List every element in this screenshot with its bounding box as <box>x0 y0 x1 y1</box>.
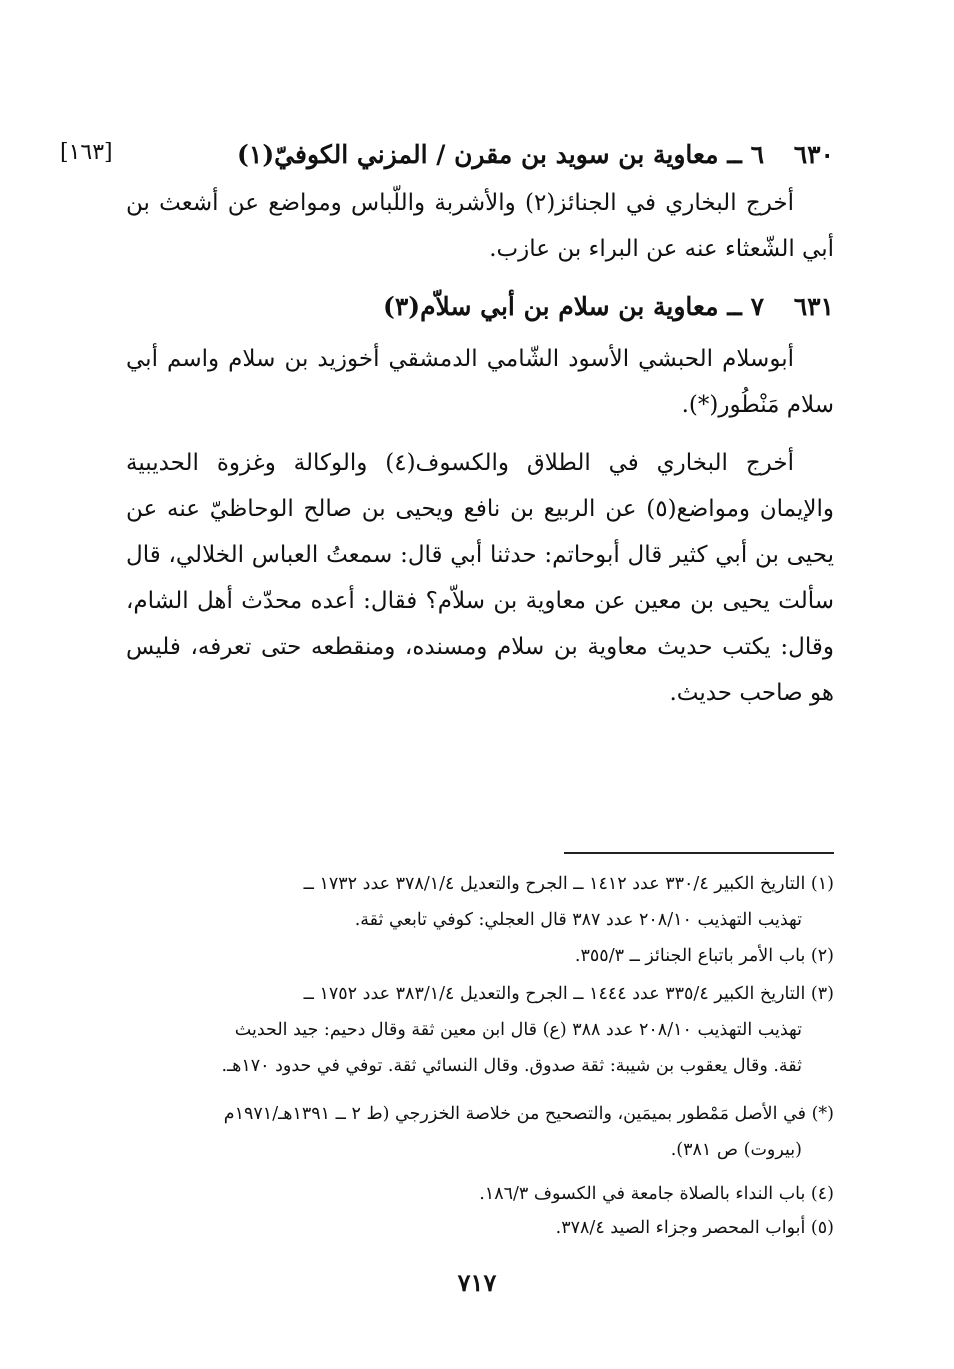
footnote-line: (*) في الأصل مَمْطور بميمَين، والتصحيح من خلاصة الخزرجي (ط ٢ ــ ١٣٩١هـ/١٩٧١م <box>223 1104 834 1124</box>
footnote-2 <box>124 938 834 974</box>
footnote-line: (بيروت) ص ٣٨١). <box>670 1140 802 1160</box>
footnote-line: ثقة. وقال يعقوب بن شيبة: ثقة صدوق. وقال النسائي ثقة. توفي في حدود ١٧٠هـ. <box>221 1056 802 1076</box>
entry-paragraph: أخرج البخاري في الطلاق والكسوف(٤) والوكالة وغزوة الحديبية والإيمان ومواضع(٥) عن الربيع بن نافع ويحيى بن صالح الوحاظيّ عنه عن يحيى بن أبي كثير قال أبوحاتم: حدثنا أبي قال: سمعتُ العباس الخلالي، قال سألت يحيى بن معين عن معاوية بن سلاّم؟ فقال: أعده محدّث أهل الشام، وقال: يكتب حديث معاوية بن سلام ومسنده، ومنقطعه حتى تعرفه، فليس هو صاحب حديث. <box>126 450 834 706</box>
footnote-4 <box>124 1176 834 1212</box>
footnote-line: تهذيب التهذيب ٢٠٨/١٠ عدد ٣٨٧ قال العجلي: كوفي تابعي ثقة. <box>354 910 802 930</box>
footnote-line: (٢) باب الأمر باتباع الجنائز ــ ٣٥٥/٣. <box>574 946 834 966</box>
footnote-line: (٥) أبواب المحصر وجزاء الصيد ٣٧٨/٤. <box>555 1218 834 1238</box>
page-number: ٧١٧ <box>457 1268 497 1297</box>
footnote-star <box>124 1096 834 1168</box>
entry-number: ٦٣١ <box>793 292 834 321</box>
footnote-5 <box>124 1210 834 1246</box>
footnote-divider <box>564 852 834 854</box>
entry-title: ٦ ــ معاوية بن سويد بن مقرن / المزني الكوفيّ(١) <box>237 140 764 169</box>
entry-heading-630 <box>124 140 834 169</box>
footnote-1 <box>124 866 834 938</box>
footnote-line: (٣) التاريخ الكبير ٣٣٥/٤ عدد ١٤٤٤ ــ الجرح والتعديل ٣٨٣/١/٤ عدد ١٧٥٢ ــ <box>303 984 834 1004</box>
entry-paragraph: أخرج البخاري في الجنائز(٢) والأشربة واللّباس ومواضع عن أشعث بن أبي الشّعثاء عنه عن البراء بن عازب. <box>126 190 834 262</box>
footnote-line: (١) التاريخ الكبير ٣٣٠/٤ عدد ١٤١٢ ــ الجرح والتعديل ٣٧٨/١/٤ عدد ١٧٣٢ ــ <box>303 874 834 894</box>
entry-number: ٦٣٠ <box>793 140 834 169</box>
entry-paragraph: أبوسلام الحبشي الأسود الشّامي الدمشقي أخوزيد بن سلام واسم أبي سلام مَنْطُور(*). <box>126 346 834 418</box>
footnote-3 <box>124 976 834 1084</box>
entry-heading-631 <box>124 292 834 321</box>
footnote-line: (٤) باب النداء بالصلاة جامعة في الكسوف ١٨٦/٣. <box>479 1184 834 1204</box>
side-reference: [١٦٣] <box>60 140 113 165</box>
footnote-line: تهذيب التهذيب ٢٠٨/١٠ عدد ٣٨٨ (ع) قال ابن معين ثقة وقال دحيم: جيد الحديث <box>234 1020 802 1040</box>
entry-title: ٧ ــ معاوية بن سلام بن أبي سلاّم(٣) <box>382 292 764 321</box>
